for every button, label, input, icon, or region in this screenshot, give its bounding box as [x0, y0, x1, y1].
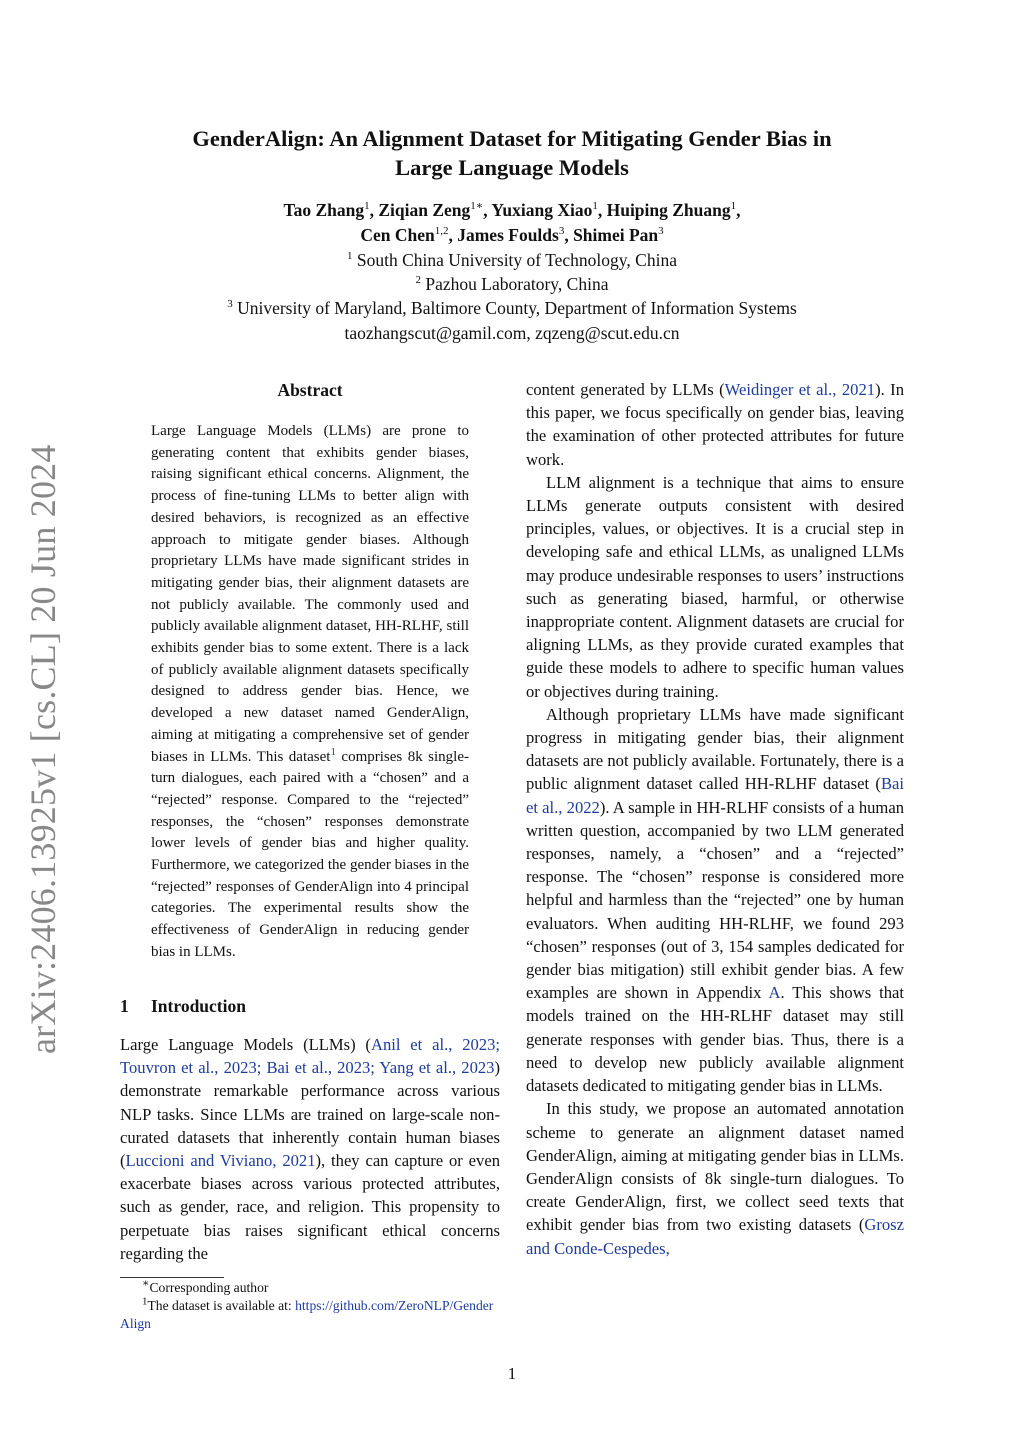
- author-list: [112, 198, 912, 248]
- author-name: Tao Zhang: [283, 200, 365, 220]
- citation-link[interactable]: Anil et al., 2023; Touvron et al., 2023; Bai et al., 2023; Yang et al., 2023: [120, 1035, 500, 1078]
- affiliation-line: [112, 272, 912, 296]
- title-line-1: GenderAlign: An Alignment Dataset for Mitigating Gender Bias in: [192, 126, 832, 151]
- paragraph: LLM alignment is a technique that aims to ensure LLMs generate outputs consistent with desired principles, values, or objectives. It is a crucial step in developing safe and ethical LLMs, as unaligned LLMs may produce undesirable responses to users’ instructions such as generating biased, harmful, or otherwise inappropriate content. Alignment datasets are crucial for aligning LLMs, as they provide curated examples that guide these models to adhere to specific human values or objectives during training.: [526, 472, 904, 701]
- affil-text: University of Maryland, Baltimore County, Department of Information Systems: [237, 298, 797, 319]
- paragraph: [526, 703, 904, 1097]
- author-affil-sup: 3: [658, 225, 664, 238]
- abstract-heading: Abstract: [277, 380, 343, 400]
- citation-link[interactable]: Bai et al., 2022: [526, 774, 904, 817]
- abstract-text: comprises 8k single-turn dialogues, each paired with a “chosen” and a “rejected” response. Compared to the “rejected” responses, the “chosen” responses demonstrate lower levels of gender bias and higher quality. Furthermore, we categorized the gender biases in the “rejected” responses of GenderAlign into 4 principal categories. The experimental results show the effectiveness of GenderAlign in reducing gender bias in LLMs.: [151, 748, 469, 960]
- section-heading-introduction: [120, 994, 246, 1018]
- paragraph: [526, 378, 904, 471]
- author-line-2: Cen Chen$^{1,2}$, James Foulds$^3$, Shimei Pan$^3$: [360, 225, 664, 245]
- affiliation-line: [112, 248, 912, 272]
- author-name: Huiping Zhuang: [606, 200, 731, 220]
- footnote: [120, 1279, 500, 1297]
- footnote-mark: ∗: [142, 1277, 150, 1290]
- section-number: 1: [120, 996, 129, 1016]
- body-text: ) demonstrate remarkable performance across various NLP tasks. Since LLMs are trained on large-scale non-curated datasets that inherently contain human biases (: [120, 1058, 500, 1171]
- body-text: ). In this paper, we focus specifically on gender bias, leaving the examination of other protected attributes for future work.: [526, 380, 904, 469]
- body-text: ). A sample in HH-RLHF consists of a human written question, accompanied by two LLM generated responses, namely, a “chosen” and a “rejected” response. The “chosen” response is considered more helpful and harmless than the “rejected” one by human evaluators. When auditing HH-RLHF, we found 293 “chosen” responses (out of 3, 154 samples dedicated for gender bias mitigation) still exhibit gender bias. A few examples are shown in Appendix: [526, 797, 904, 1003]
- affil-sup: 1: [347, 250, 353, 263]
- author-affil-sup: 1: [730, 200, 737, 213]
- citation-link[interactable]: Grosz and Conde-Cespedes,: [526, 1215, 904, 1258]
- author-affil-sup: 3: [558, 225, 565, 238]
- intro-paragraph: [120, 1033, 500, 1265]
- affiliation-line: [112, 296, 912, 320]
- appendix-link[interactable]: A: [768, 983, 781, 1003]
- paragraph: [526, 1097, 904, 1259]
- body-text: . This shows that models trained on the HH-RLHF dataset may still generate responses with gender bias. Thus, there is a need to develop new publicly available alignment datasets dedicated to mitigating gender bias in LLMs.: [526, 983, 904, 1096]
- body-text: ), they can capture or even exacerbate biases across various protected attributes, such as gender, race, and religion. This propensity to perpetuate bias raises significant ethical concerns regarding the: [120, 1151, 500, 1263]
- footnote-text: The dataset is available at:: [147, 1298, 296, 1313]
- author-name: Ziqian Zeng: [378, 200, 471, 220]
- page-number: 1: [507, 1364, 517, 1383]
- affil-sup: 2: [415, 274, 422, 287]
- footnotes: [120, 1279, 500, 1333]
- arxiv-identifier: arXiv:2406.13925v1 [cs.CL] 20 Jun 2024: [23, 444, 63, 1054]
- body-text: Large Language Models (LLMs) (: [120, 1035, 371, 1054]
- author-emails: taozhangscut@gamil.com, zqzeng@scut.edu.cn: [344, 322, 680, 343]
- author-name: Cen Chen: [360, 225, 435, 245]
- author-affil-sup: 1: [592, 200, 598, 213]
- body-text: Although proprietary LLMs have made significant progress in mitigating gender bias, their alignment datasets are not publicly available. Fortunately, there is a public alignment dataset called HH-RLHF dataset (: [526, 704, 904, 794]
- author-affil-sup: 1: [364, 200, 370, 213]
- author-name: Yuxiang Xiao: [491, 200, 593, 220]
- abstract-text: Large Language Models (LLMs) are prone to generating content that exhibits gender biases, raising significant ethical concerns. Alignment, the process of fine-tuning LLMs to better align with desired behaviors, is recognized as an effective approach to mitigate gender biases. Although proprietary LLMs have made significant strides in mitigating gender bias, their alignment datasets are not publicly available. The commonly used and publicly available alignment dataset, HH-RLHF, still exhibits gender bias to some extent. There is a lack of publicly available alignment datasets specifically designed to address gender bias. Hence, we developed a new dataset named GenderAlign, aiming at mitigating a comprehensive set of gender biases in LLMs. This dataset: [151, 423, 469, 765]
- author-affil-sup: 1∗: [470, 200, 484, 213]
- section-title: Introduction: [151, 996, 246, 1016]
- author-name: Shimei Pan: [573, 225, 659, 245]
- author-line-1: Tao Zhang$^1$, Ziqian Zeng$^{1∗}$, Yuxiang Xiao$^1$, Huiping Zhuang$^1$,: [283, 200, 741, 220]
- footnote-marker[interactable]: 1: [330, 745, 336, 758]
- paper-title: [112, 124, 912, 182]
- abstract-body: [151, 421, 469, 964]
- author-name: James Foulds: [457, 225, 559, 245]
- citation-link[interactable]: Luccioni and Viviano, 2021: [125, 1151, 316, 1171]
- footnote-divider: [120, 1277, 224, 1278]
- citation-link[interactable]: Weidinger et al., 2021: [724, 380, 876, 399]
- footnote-mark: 1: [142, 1295, 148, 1308]
- affiliations: [112, 248, 912, 345]
- affil-text: Pazhou Laboratory, China: [425, 274, 609, 295]
- body-text: In this study, we propose an automated annotation scheme to generate an alignment dataset named GenderAlign, aiming at mitigating gender bias in LLMs. GenderAlign consists of 8k single-turn dialogues. To create GenderAlign, first, we collect seed texts that exhibit gender bias from two existing datasets (: [526, 1099, 904, 1235]
- affil-sup: 3: [227, 298, 233, 311]
- author-affil-sup: 1,2: [434, 225, 449, 238]
- body-text: content generated by LLMs (: [526, 380, 725, 399]
- affil-text: South China University of Technology, China: [356, 250, 677, 270]
- title-line-2: Large Language Models: [395, 155, 629, 180]
- footnote-text: Corresponding author: [149, 1280, 269, 1295]
- footnote: [120, 1297, 500, 1333]
- right-column: [526, 378, 904, 1260]
- dataset-link[interactable]: https://github.com/ZeroNLP/GenderAlign: [120, 1298, 494, 1331]
